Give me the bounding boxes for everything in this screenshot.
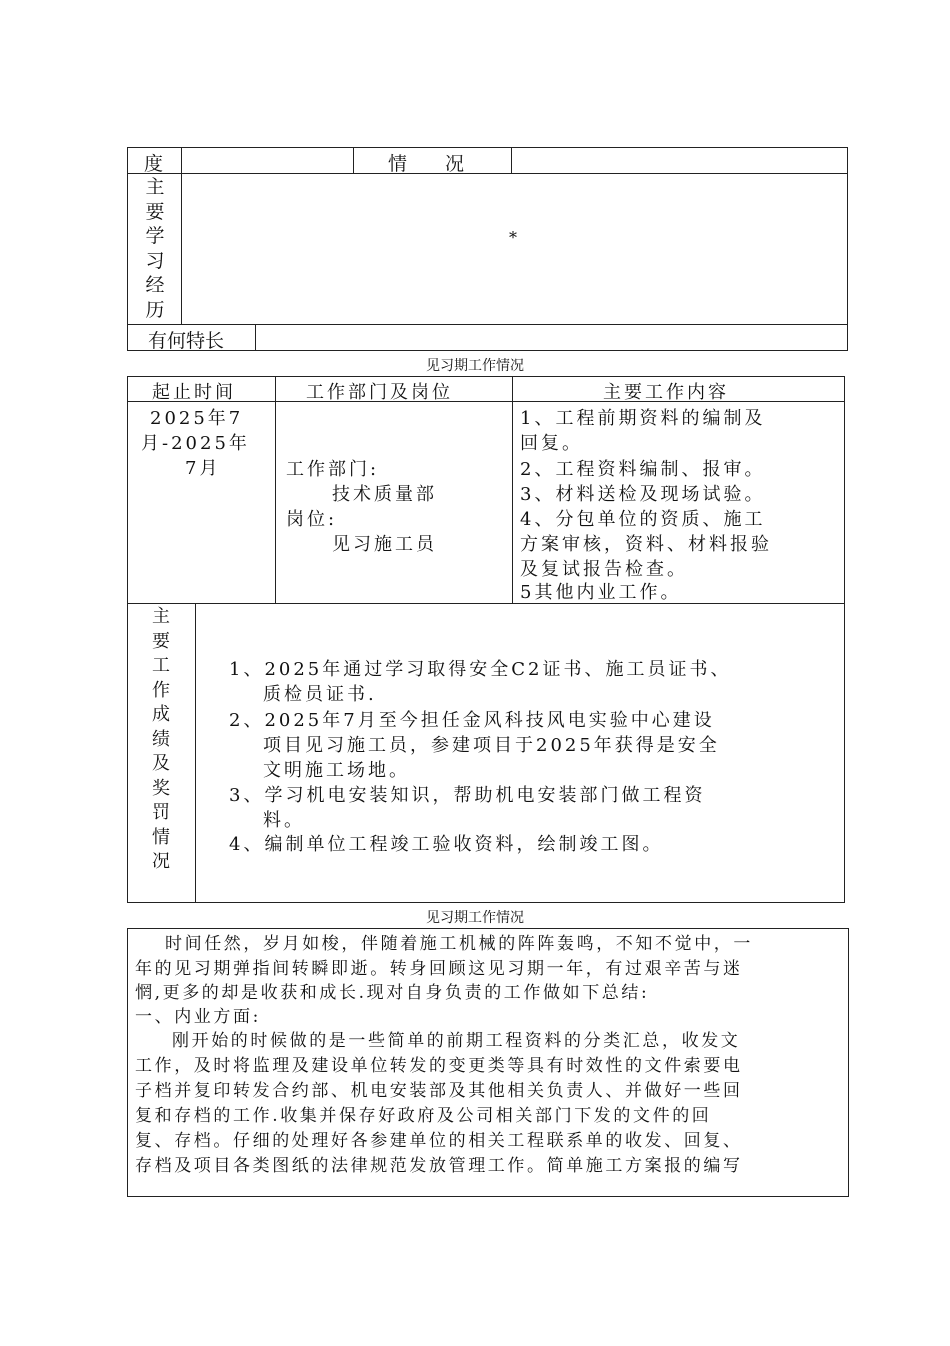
summary-line: 刚开始的时候做的是一些简单的前期工程资料的分类汇总，收发文 (172, 1031, 741, 1051)
degree-label: 度 (144, 153, 164, 175)
table1-col-divider (353, 147, 354, 173)
table1-col-divider (181, 147, 182, 324)
achievements-label: 主 要 工 作 成 绩 及 奖 罚 情 况 (152, 606, 170, 872)
table2-row-divider (127, 603, 845, 604)
header-department-post: 工作部门及岗位 (306, 382, 453, 403)
header-period: 起止时间 (152, 382, 236, 403)
table2-col-divider (275, 376, 276, 603)
work-content-line: 回复。 (520, 433, 583, 454)
table2-col-divider (512, 376, 513, 603)
study-history-label: 主 要 学 习 经 历 (145, 176, 165, 321)
summary-line: 一、内业方面: (135, 1007, 261, 1027)
post-value: 见习施工员 (332, 534, 437, 555)
work-content-line: 5其他内业工作。 (520, 582, 682, 603)
achievement-line: 2、2025年7月至今担任金风科技风电实验中心建设 (229, 710, 715, 731)
achievement-line: 4、编制单位工程竣工验收资料，绘制竣工图。 (229, 834, 664, 855)
work-content-line: 及复试报告检查。 (520, 559, 688, 580)
work-content-line: 2、工程资料编制、报审。 (520, 459, 766, 480)
period-line: 7月 (185, 458, 221, 479)
summary-line: 子档并复印转发合约部、机电安装部及其他相关负责人、并做好一些回 (135, 1081, 743, 1101)
achievement-line: 项目见习施工员，参建项目于2025年获得是安全 (263, 735, 720, 756)
summary-line: 年的见习期弹指间转瞬即逝。转身回顾这见习期一年，有过艰辛苦与迷 (135, 959, 743, 979)
study-history-content: * (509, 228, 517, 247)
post-label: 岗位: (286, 509, 338, 530)
summary-line: 复、存档。仔细的处理好各参建单位的相关工程联系单的收发、回复、 (135, 1131, 743, 1151)
achievement-line: 1、2025年通过学习取得安全C2证书、施工员证书、 (229, 659, 732, 680)
summary-line: 时间任然，岁月如梭，伴随着施工机械的阵阵轰鸣，不知不觉中，一 (165, 934, 753, 954)
status-label: 情 况 (388, 153, 465, 175)
table-caption: 见习期工作情况 (426, 910, 524, 926)
table2-col-divider (195, 603, 196, 903)
work-content-line: 3、材料送检及现场试验。 (520, 484, 766, 505)
table1-row-divider (127, 324, 848, 325)
work-content-line: 4、分包单位的资质、施工 (520, 509, 766, 530)
summary-line: 惘,更多的却是收获和成长.现对自身负责的工作做如下总结: (135, 983, 650, 1003)
department-value: 技术质量部 (332, 484, 437, 505)
personal-info-table (127, 147, 848, 351)
work-content-line: 方案审核，资料、材料报验 (520, 534, 772, 555)
achievement-line: 文明施工场地。 (263, 760, 410, 781)
achievement-line: 质检员证书. (263, 684, 377, 705)
specialty-label: 有何特长 (148, 330, 225, 352)
header-main-work: 主要工作内容 (603, 382, 729, 403)
summary-line: 工作，及时将监理及建设单位转发的变更类等具有时效性的文件索要电 (135, 1056, 743, 1076)
work-content-line: 1、工程前期资料的编制及 (520, 408, 766, 429)
table1-col-divider (511, 147, 512, 173)
period-line: 2025年7 (150, 408, 244, 429)
table-caption: 见习期工作情况 (426, 358, 524, 374)
summary-line: 复和存档的工作.收集并保存好政府及公司相关部门下发的文件的回 (135, 1106, 712, 1126)
period-line: 月-2025年 (141, 433, 250, 454)
table1-col-divider (255, 324, 256, 351)
table1-row-divider (127, 173, 848, 174)
summary-line: 存档及项目各类图纸的法律规范发放管理工作。简单施工方案报的编写 (135, 1156, 743, 1176)
department-label: 工作部门: (286, 459, 380, 480)
achievement-line: 3、学习机电安装知识，帮助机电安装部门做工程资 (229, 785, 706, 806)
achievement-line: 料。 (263, 810, 305, 831)
